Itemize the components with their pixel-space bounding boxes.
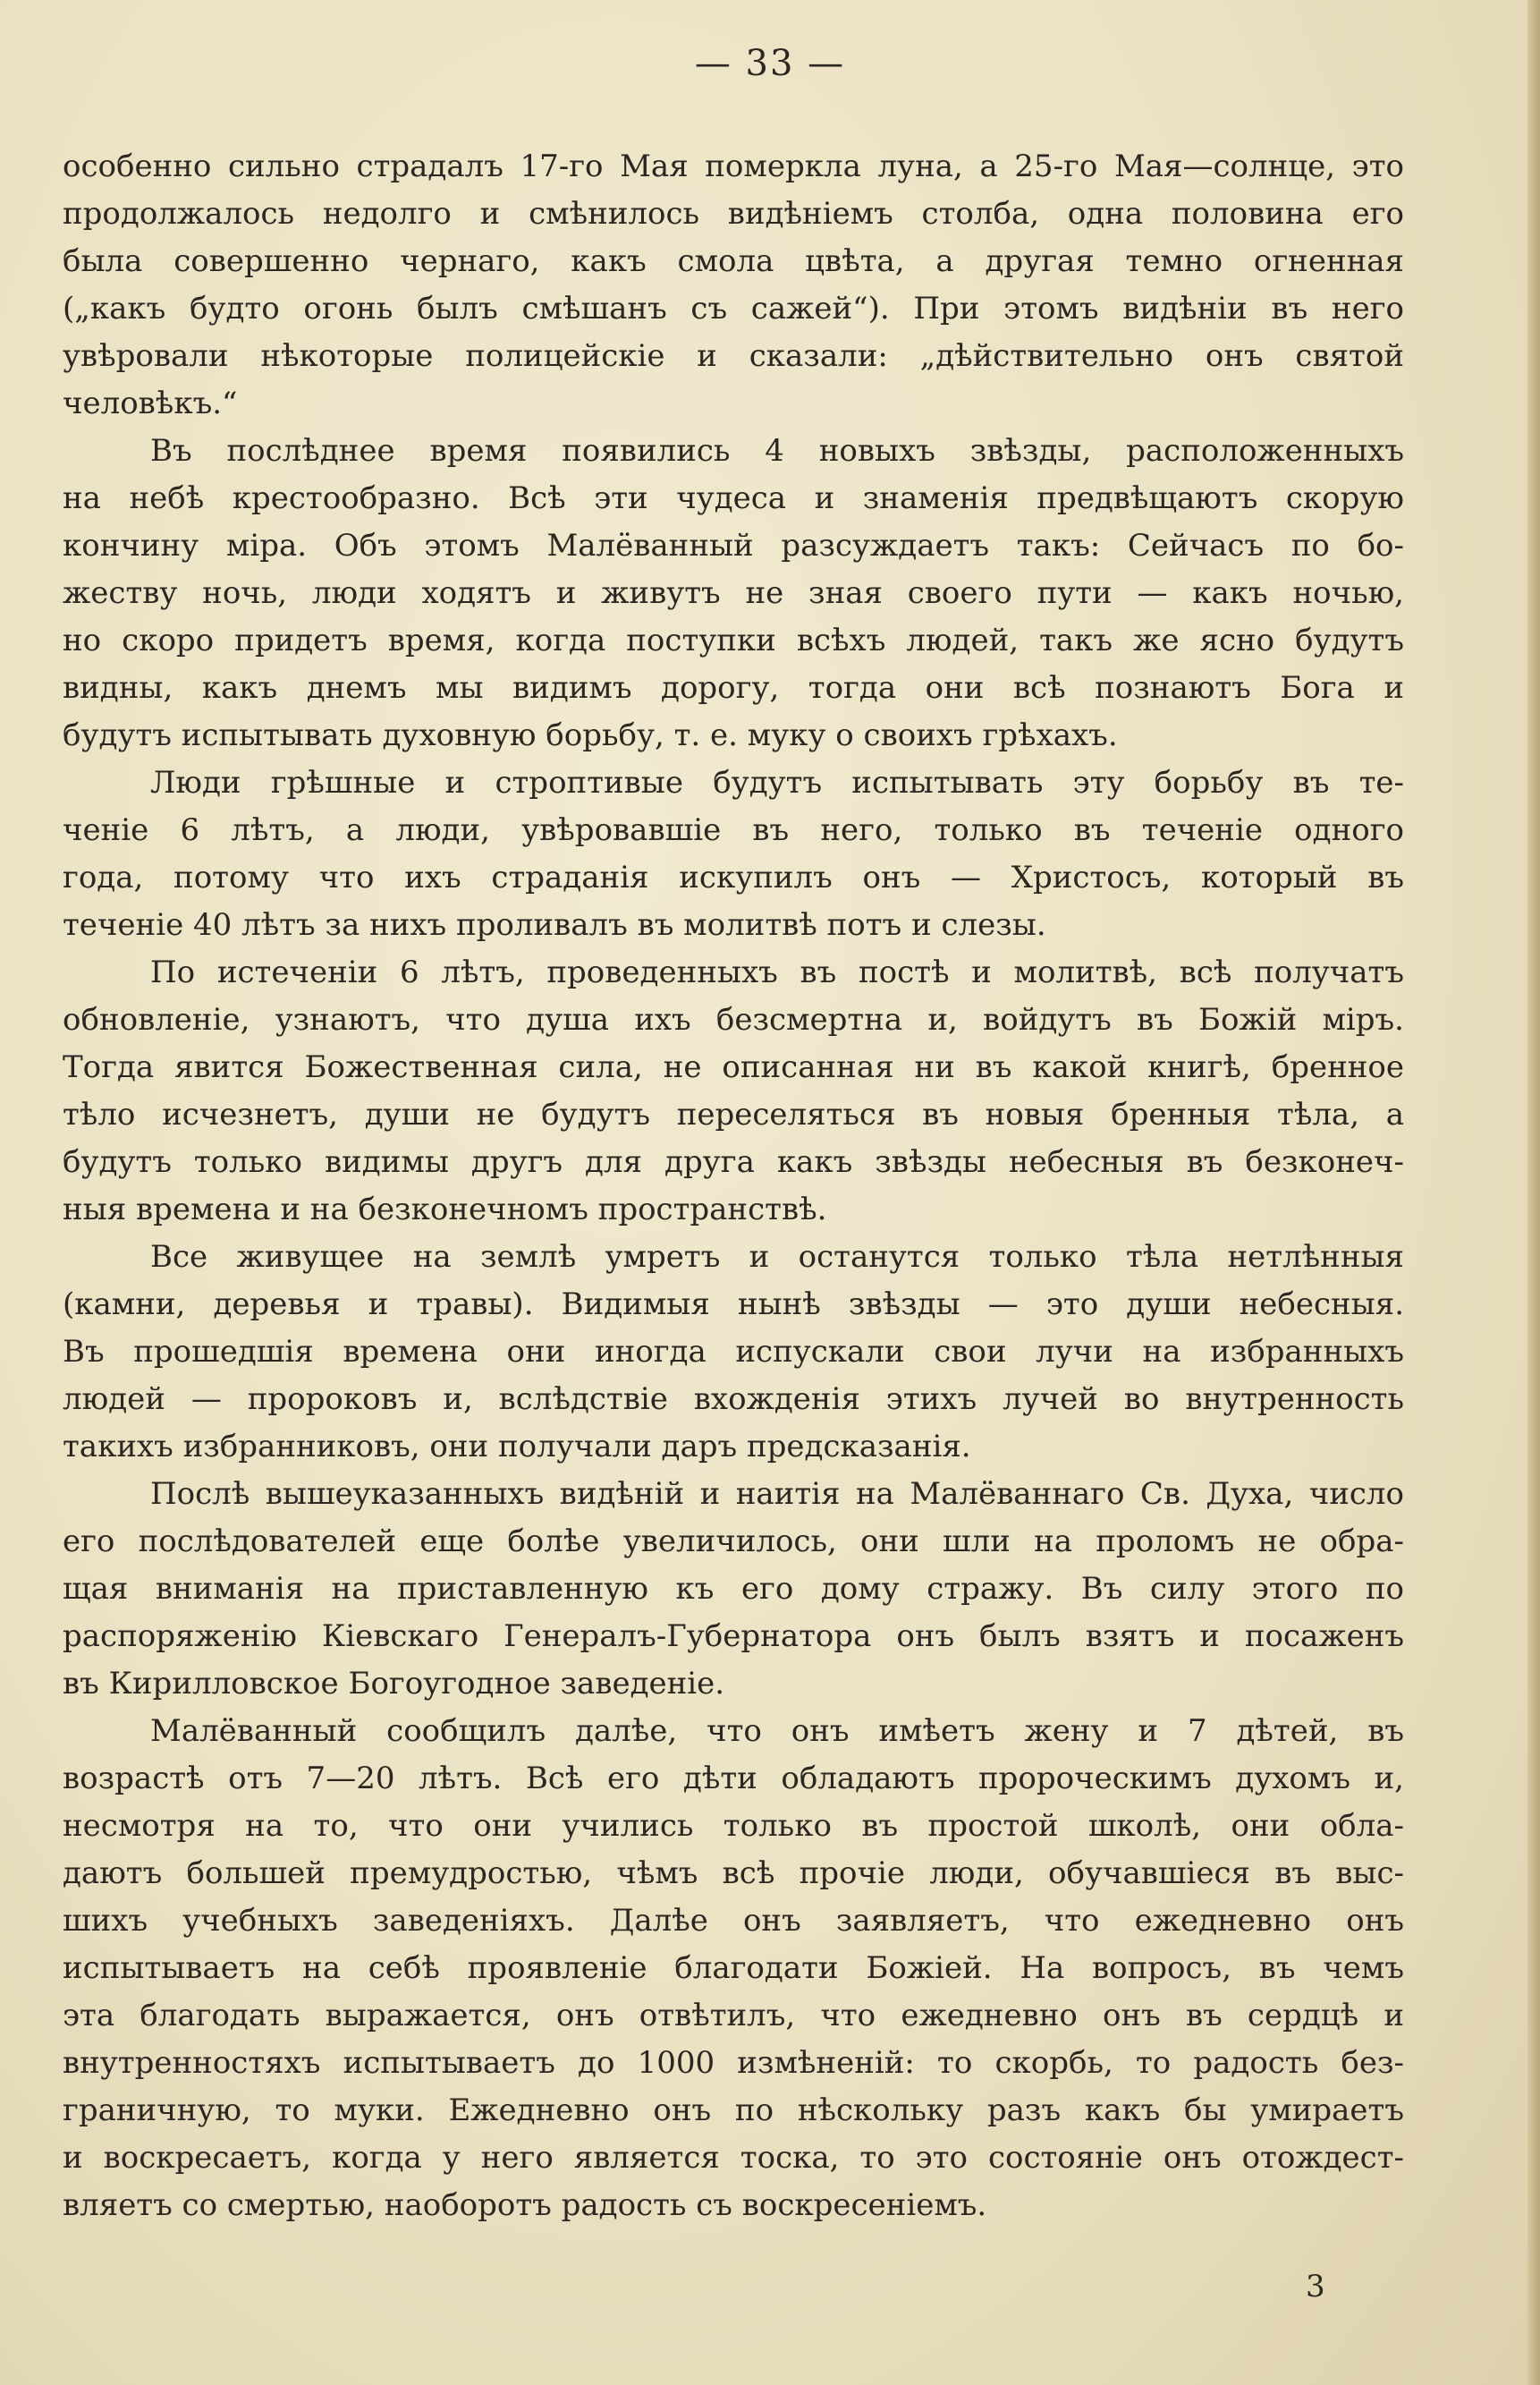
text-line: („какъ будто огонь былъ смѣшанъ съ сажей“). При этомъ видѣніи въ него: [63, 291, 1404, 327]
text-line: ченіе 6 лѣтъ, а люди, увѣровавшіе въ него, только въ теченіе одного: [63, 812, 1404, 848]
text-line: была совершенно чернаго, какъ смола цвѣта, а другая темно огненная: [63, 243, 1404, 279]
text-line: и воскресаетъ, когда у него является тоска, то это состояніе онъ отождест-: [63, 2140, 1404, 2176]
text-line: щая вниманія на приставленную къ его дому стражу. Въ силу этого по: [63, 1571, 1404, 1607]
text-line: на небѣ крестообразно. Всѣ эти чудеса и знаменія предвѣщаютъ скорую: [63, 480, 1404, 516]
text-line: особенно сильно страдалъ 17-го Мая померкла луна, а 25-го Мая—солнце, это: [63, 149, 1404, 184]
text-line: Все живущее на землѣ умретъ и останутся только тѣла нетлѣнныя: [150, 1239, 1404, 1275]
text-line: даютъ большей премудростью, чѣмъ всѣ прочіе люди, обучавшіеся въ выс-: [63, 1855, 1404, 1891]
signature-mark: 3: [1306, 2269, 1325, 2304]
text-line: Въ послѣднее время появились 4 новыхъ звѣзды, расположенныхъ: [150, 433, 1404, 469]
text-line: кончину міра. Объ этомъ Малёванный разсуждаетъ такъ: Сейчасъ по бо-: [63, 528, 1404, 564]
text-line: возрастѣ отъ 7—20 лѣтъ. Всѣ его дѣти обладаютъ пророческимъ духомъ и,: [63, 1761, 1404, 1796]
text-line: жеству ночь, люди ходятъ и живутъ не зная своего пути — какъ ночью,: [63, 575, 1404, 611]
text-line: внутренностяхъ испытываетъ до 1000 измѣненій: то скорбь, то радость без-: [63, 2045, 1404, 2081]
text-line: теченіе 40 лѣтъ за нихъ проливалъ въ молитвѣ потъ и слезы.: [63, 907, 1046, 943]
text-line: продолжалось недолго и смѣнилось видѣніемъ столба, одна половина его: [63, 196, 1404, 232]
page-number-header: — 33 —: [694, 43, 846, 84]
text-line: обновленіе, узнаютъ, что душа ихъ безсмертна и, войдутъ въ Божій міръ.: [63, 1002, 1404, 1038]
paragraph-5: [63, 1234, 1404, 1471]
text-line: распоряженію Кіевскаго Генералъ-Губернатора онъ былъ взятъ и посаженъ: [63, 1618, 1404, 1654]
page-edge-shadow: [1527, 0, 1540, 2385]
text-line: граничную, то муки. Ежедневно онъ по нѣскольку разъ какъ бы умираетъ: [63, 2092, 1404, 2128]
text-line: вляетъ со смертью, наоборотъ радость съ воскресеніемъ.: [63, 2187, 987, 2223]
text-line: будутъ испытывать духовную борьбу, т. е. муку о своихъ грѣхахъ.: [63, 717, 1118, 753]
text-line: тѣло исчезнетъ, души не будутъ переселяться въ новыя бренныя тѣла, а: [63, 1097, 1404, 1133]
paragraph-4: [63, 949, 1404, 1234]
text-line: эта благодать выражается, онъ отвѣтилъ, что ежедневно онъ въ сердцѣ и: [63, 1998, 1404, 2033]
text-line: шихъ учебныхъ заведеніяхъ. Далѣе онъ заявляетъ, что ежедневно онъ: [63, 1903, 1404, 1939]
paragraph-7: [63, 1708, 1404, 2229]
text-line: видны, какъ днемъ мы видимъ дорогу, тогда они всѣ познаютъ Бога и: [63, 670, 1404, 706]
text-line: несмотря на то, что они учились только въ простой школѣ, они обла-: [63, 1808, 1404, 1844]
text-line: Послѣ вышеуказанныхъ видѣній и наитія на Малёваннаго Св. Духа, число: [150, 1476, 1404, 1512]
text-line: Тогда явится Божественная сила, не описанная ни въ какой книгѣ, бренное: [63, 1049, 1404, 1085]
text-line: Малёванный сообщилъ далѣе, что онъ имѣетъ жену и 7 дѣтей, въ: [150, 1713, 1404, 1749]
paragraph-3: [63, 760, 1404, 949]
text-line: По истеченіи 6 лѣтъ, проведенныхъ въ постѣ и молитвѣ, всѣ получатъ: [150, 955, 1404, 990]
text-line: его послѣдователей еще болѣе увеличилось, они шли на проломъ не обра-: [63, 1524, 1404, 1559]
paragraph-2: [63, 428, 1404, 760]
text-line: Люди грѣшные и строптивые будутъ испытывать эту борьбу въ те-: [150, 765, 1404, 801]
body-text: [63, 143, 1404, 2229]
text-line: человѣкъ.“: [63, 386, 238, 421]
text-line: будутъ только видимы другъ для друга какъ звѣзды небесныя въ безконеч-: [63, 1144, 1404, 1180]
paragraph-1: [63, 143, 1404, 428]
text-line: года, потому что ихъ страданія искупилъ онъ — Христосъ, который въ: [63, 860, 1404, 895]
paragraph-6: [63, 1471, 1404, 1708]
text-line: но скоро придетъ время, когда поступки всѣхъ людей, такъ же ясно будутъ: [63, 623, 1404, 658]
text-line: увѣровали нѣкоторые полицейскіе и сказали: „дѣйствительно онъ святой: [63, 338, 1404, 374]
text-line: (камни, деревья и травы). Видимыя нынѣ звѣзды — это души небесныя.: [63, 1286, 1404, 1322]
text-line: въ Кирилловское Богоугодное заведеніе.: [63, 1666, 725, 1702]
text-line: такихъ избранниковъ, они получали даръ предсказанія.: [63, 1429, 971, 1464]
text-line: Въ прошедшія времена они иногда испускали свои лучи на избранныхъ: [63, 1334, 1404, 1370]
text-line: испытываетъ на себѣ проявленіе благодати Божіей. На вопросъ, въ чемъ: [63, 1950, 1404, 1986]
text-line: ныя времена и на безконечномъ пространствѣ.: [63, 1192, 827, 1227]
text-line: людей — пророковъ и, вслѣдствіе вхожденія этихъ лучей во внутренность: [63, 1381, 1404, 1417]
